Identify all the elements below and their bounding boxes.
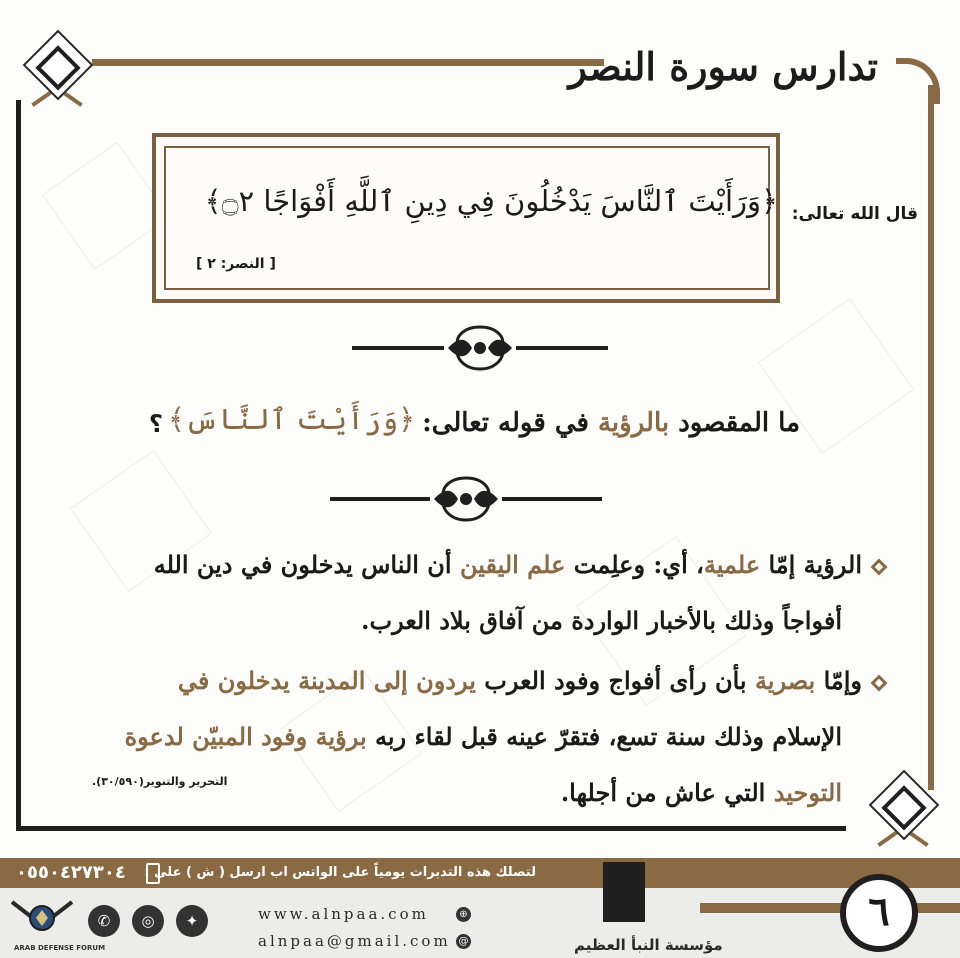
bottom-logo-icon	[868, 776, 938, 840]
top-logo-icon	[22, 36, 92, 98]
bottom-frame-line	[16, 826, 846, 831]
point-2-line-3: التوحيد التي عاش من أجلها.	[560, 778, 842, 807]
page-number-bar	[700, 903, 960, 913]
question-verse: ﴿وَرَأَيْتَ ٱلنَّاسَ﴾	[168, 402, 416, 436]
point-1-line-1: الرؤية إمّا علمية، أي: وعلِمت علم اليقين أن الناس يدخلون في دين الله	[153, 550, 862, 579]
bullet-icon	[871, 559, 888, 576]
twitter-icon[interactable]: ✦	[176, 905, 208, 937]
page-number: ٦	[840, 874, 918, 952]
globe-icon: ⊕	[456, 907, 471, 922]
verse-text: ﴿وَرَأَيْتَ ٱلنَّاسَ يَدْخُلُونَ فِي دِينِ ٱللَّهِ أَفْوَاجًا ۝٢﴾	[204, 184, 778, 218]
phone-number[interactable]: ٠٥٥٠٤٢٧٣٠٤	[16, 862, 126, 883]
source-citation: التحرير والتنوير(٣٠/٥٩٠).	[92, 775, 228, 788]
at-icon: @	[456, 934, 471, 949]
brand-logo	[603, 862, 645, 922]
question-text: ما المقصود بالرؤية في قوله تعالى:	[422, 408, 800, 438]
subscribe-text: لتصلك هذه التدبرات يومياً على الواتس اب ارسل ( ش ) على :	[144, 865, 536, 880]
point-2-line-1: وإمّا بصرية بأن رأى أفواج وفود العرب يردون إلى المدينة يدخلون في	[177, 666, 862, 695]
forum-label: ARAB DEFENSE FORUM	[14, 944, 106, 952]
website-link[interactable]: www.alnpaa.com	[258, 905, 429, 923]
instagram-icon[interactable]: ◎	[132, 905, 164, 937]
ornament-icon	[444, 323, 516, 373]
watermark-shape	[42, 142, 170, 270]
verse-reference: [ النصر: ٢ ]	[196, 256, 276, 272]
email-link[interactable]: alnpaa@gmail.com	[258, 932, 451, 950]
page-title: تدارس سورة النصر	[568, 44, 878, 89]
top-frame-line	[92, 59, 604, 66]
phone-icon	[146, 863, 160, 884]
question-mark: ؟	[149, 410, 163, 438]
forum-emblem-icon	[8, 892, 76, 942]
bullet-icon	[871, 675, 888, 692]
ornament-icon	[430, 474, 502, 524]
verse-intro: قال الله تعالى:	[791, 204, 918, 224]
right-frame-line	[928, 85, 934, 790]
point-1-line-2: أفواجاً وذلك بالأخبار الواردة من آفاق بلاد العرب.	[361, 606, 842, 635]
whatsapp-icon[interactable]: ✆	[88, 905, 120, 937]
brand-name: مؤسسة النبأ العظيم	[574, 936, 723, 954]
point-2-line-2: الإسلام وذلك سنة تسع، فتقرّ عينه قبل لقاء ربه برؤية وفود المبيّن لدعوة	[124, 722, 842, 751]
left-frame-line	[16, 100, 21, 830]
